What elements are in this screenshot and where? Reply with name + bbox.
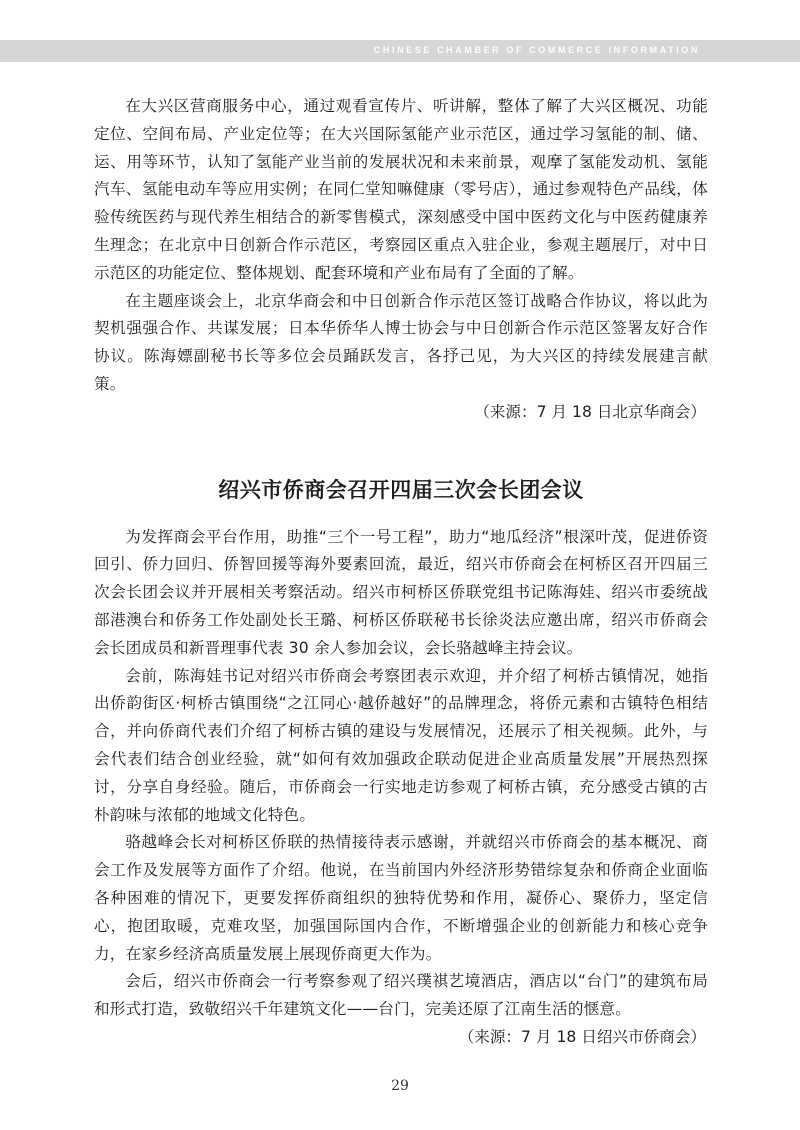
article-paragraph: 会前，陈海娃书记对绍兴市侨商会考察团表示欢迎，并介绍了柯桥古镇情况，她指出侨韵街区·柯桥古镇围绕“之江同心·越侨越好”的品牌理念，将侨元素和古镇特色相结合，并向侨商代表们介绍了柯桥古镇的建设与发展情况，还展示了相关视频。此外，与会代表们结合创业经验，就“如何有效加强政企联动促进企业高质量发展”开展热烈探讨，分享自身经验。随后，市侨商会一行实地走访参观了柯桥古镇，充分感受古镇的古朴韵味与浓郁的地域文化特色。	[94, 666, 708, 824]
article-paragraph: 骆越峰会长对柯桥区侨联的热情接待表示感谢，并就绍兴市侨商会的基本概况、商会工作及发展等方面作了介绍。他说，在当前国内外经济形势错综复杂和侨商企业面临各种困难的情况下，更要发挥侨商组织的独特优势和作用，凝侨心、聚侨力，坚定信心，抱团取暖，克难攻坚，加强国际国内合作，不断增强企业的创新能力和核心竞争力，在家乡经济高质量发展上展现侨商更大作为。	[94, 833, 708, 963]
header-band	[0, 40, 800, 62]
source-note: （来源：7 月 18 日绍兴市侨商会）	[458, 1027, 706, 1046]
article-title: 绍兴市侨商会召开四届三次会长团会议	[218, 477, 584, 502]
page-number: 29	[391, 1078, 409, 1094]
article-beijing	[94, 93, 708, 427]
article-paragraph: 在大兴区营商服务中心，通过观看宣传片、听讲解，整体了解了大兴区概况、功能定位、空间布局、产业定位等；在大兴国际氢能产业示范区，通过学习氢能的制、储、运、用等环节，认知了氢能产业当前的发展状况和未来前景，观摩了氢能发动机、氢能汽车、氢能电动车等应用实例；在同仁堂知嘛健康（零号店），通过参观特色产品线，体验传统医药与现代养生相结合的新零售模式，深刻感受中国中医药文化与中医药健康养生理念；在北京中日创新合作示范区，考察园区重点入驻企业，参观主题展厅，对中日示范区的功能定位、整体规划、配套环境和产业布局有了全面的了解。	[94, 97, 708, 282]
article-paragraph: 会后，绍兴市侨商会一行考察参观了绍兴璞祺艺境酒店，酒店以“台门”的建筑布局和形式打造，致敬绍兴千年建筑文化——台门，完美还原了江南生活的惬意。	[94, 972, 708, 1019]
page-content	[94, 93, 708, 1052]
publication-name: CHINESE CHAMBER OF COMMERCE INFORMATION	[373, 45, 700, 55]
article-shaoxing	[94, 475, 708, 1052]
article-paragraph: 为发挥商会平台作用，助推“三个一号工程”，助力“地瓜经济”根深叶茂，促进侨资回引、侨力回归、侨智回援等海外要素回流，最近，绍兴市侨商会在柯桥区召开四届三次会长团会议并开展相关考察活动。绍兴市柯桥区侨联党组书记陈海娃、绍兴市委统战部港澳台和侨务工作处副处长王璐、柯桥区侨联秘书长徐炎法应邀出席，绍兴市侨商会会长团成员和新晋理事代表 30 余人参加会议，会长骆越峰主持会议。	[94, 527, 708, 657]
article-paragraph: 在主题座谈会上，北京华商会和中日创新合作示范区签订战略合作协议，将以此为契机强强合作、共谋发展；日本华侨华人博士协会与中日创新合作示范区签署友好合作协议。陈海嫖副秘书长等多位会员踊跃发言，各抒己见，为大兴区的持续发展建言献策。	[94, 291, 708, 393]
source-note: （来源：7 月 18 日北京华商会）	[474, 402, 706, 421]
